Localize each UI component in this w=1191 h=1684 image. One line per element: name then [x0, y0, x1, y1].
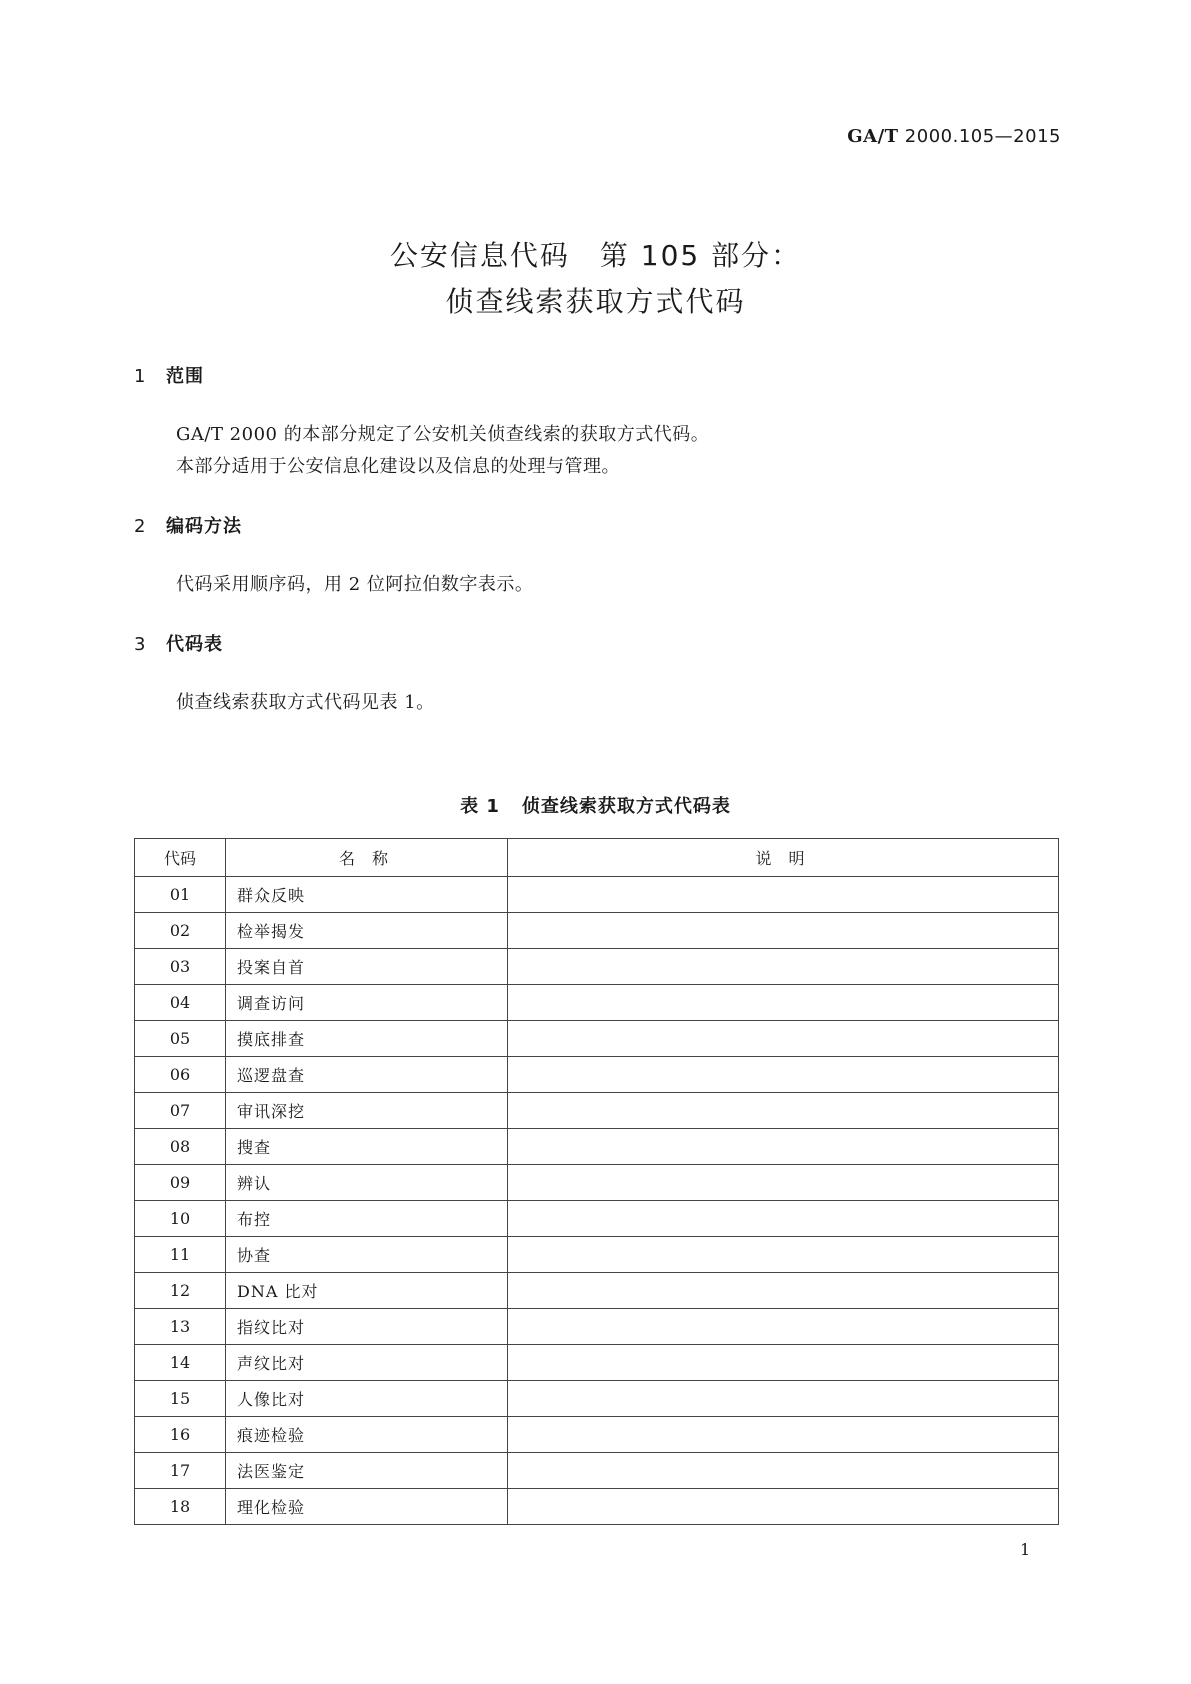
section-heading-coding-method	[134, 512, 242, 538]
table-caption-title: 侦查线索获取方式代码表	[521, 796, 731, 817]
cell-code: 15	[135, 1381, 226, 1417]
cell-description	[508, 1057, 1059, 1093]
cell-code: 18	[135, 1489, 226, 1525]
cell-name: 声纹比对	[226, 1345, 508, 1381]
document-title-line1: 公安信息代码 第 105 部分：	[389, 239, 802, 272]
cell-description	[508, 1309, 1059, 1345]
cell-description	[508, 1165, 1059, 1201]
cell-code: 01	[135, 877, 226, 913]
table-row	[135, 1453, 1059, 1489]
standard-number	[847, 126, 1061, 147]
cell-description	[508, 1489, 1059, 1525]
cell-description	[508, 1201, 1059, 1237]
cell-code: 12	[135, 1273, 226, 1309]
table-row	[135, 1345, 1059, 1381]
cell-code: 08	[135, 1129, 226, 1165]
cell-description	[508, 1381, 1059, 1417]
section-number: 1	[134, 366, 147, 387]
cell-name: 协查	[226, 1237, 508, 1273]
cell-name: 审讯深挖	[226, 1093, 508, 1129]
table-row	[135, 1057, 1059, 1093]
cell-name: 调查访问	[226, 985, 508, 1021]
cell-description	[508, 1273, 1059, 1309]
cell-code: 06	[135, 1057, 226, 1093]
table-header-row	[135, 839, 1059, 877]
paragraph: GA/T 2000 的本部分规定了公安机关侦查线索的获取方式代码。	[176, 424, 710, 445]
table-row	[135, 1309, 1059, 1345]
cell-description	[508, 1453, 1059, 1489]
cell-code: 03	[135, 949, 226, 985]
cell-code: 07	[135, 1093, 226, 1129]
cell-name: 布控	[226, 1201, 508, 1237]
cell-name: 投案自首	[226, 949, 508, 985]
cell-description	[508, 877, 1059, 913]
cell-name: 搜查	[226, 1129, 508, 1165]
section-title: 范围	[166, 366, 204, 387]
table-row	[135, 1201, 1059, 1237]
table-row	[135, 985, 1059, 1021]
cell-name: 群众反映	[226, 877, 508, 913]
cell-name: 巡逻盘查	[226, 1057, 508, 1093]
table-row	[135, 913, 1059, 949]
table-row	[135, 1489, 1059, 1525]
cell-description	[508, 985, 1059, 1021]
table-row	[135, 1237, 1059, 1273]
cell-description	[508, 913, 1059, 949]
cell-code: 17	[135, 1453, 226, 1489]
paragraph: 代码采用顺序码，用 2 位阿拉伯数字表示。	[176, 574, 534, 595]
cell-name: 法医鉴定	[226, 1453, 508, 1489]
cell-name: 摸底排查	[226, 1021, 508, 1057]
standard-prefix: GA/T	[847, 126, 899, 147]
cell-description	[508, 1345, 1059, 1381]
column-header-description: 说 明	[508, 839, 1059, 877]
table-row	[135, 1273, 1059, 1309]
table-row	[135, 1129, 1059, 1165]
standard-code: 2000.105—2015	[904, 126, 1061, 147]
cell-code: 09	[135, 1165, 226, 1201]
table-row	[135, 1381, 1059, 1417]
column-header-name: 名 称	[226, 839, 508, 877]
cell-description	[508, 1129, 1059, 1165]
section-title: 编码方法	[166, 516, 242, 537]
section-number: 3	[134, 634, 147, 655]
cell-description	[508, 1237, 1059, 1273]
table-row	[135, 949, 1059, 985]
cell-code: 02	[135, 913, 226, 949]
section-heading-scope	[134, 362, 204, 388]
cell-code: 13	[135, 1309, 226, 1345]
cell-name: 人像比对	[226, 1381, 508, 1417]
cell-code: 10	[135, 1201, 226, 1237]
cell-description	[508, 1021, 1059, 1057]
table-row	[135, 1093, 1059, 1129]
cell-code: 16	[135, 1417, 226, 1453]
page-number: 1	[1020, 1540, 1031, 1559]
cell-code: 04	[135, 985, 226, 1021]
cell-name: DNA 比对	[226, 1273, 508, 1309]
cell-name: 痕迹检验	[226, 1417, 508, 1453]
code-table	[134, 838, 1059, 1525]
cell-description	[508, 1093, 1059, 1129]
table-row	[135, 1417, 1059, 1453]
cell-code: 05	[135, 1021, 226, 1057]
document-title-line2: 侦查线索获取方式代码	[445, 285, 746, 318]
cell-code: 14	[135, 1345, 226, 1381]
section-number: 2	[134, 516, 147, 537]
cell-name: 辨认	[226, 1165, 508, 1201]
section-heading-code-table	[134, 630, 223, 656]
section-title: 代码表	[166, 634, 223, 655]
paragraph: 本部分适用于公安信息化建设以及信息的处理与管理。	[176, 456, 620, 477]
table-caption	[0, 792, 1191, 818]
paragraph: 侦查线索获取方式代码见表 1。	[176, 692, 435, 713]
table-caption-label: 表 1	[460, 796, 500, 817]
cell-name: 理化检验	[226, 1489, 508, 1525]
cell-name: 检举揭发	[226, 913, 508, 949]
table-row	[135, 1021, 1059, 1057]
cell-description	[508, 949, 1059, 985]
cell-code: 11	[135, 1237, 226, 1273]
cell-name: 指纹比对	[226, 1309, 508, 1345]
cell-description	[508, 1417, 1059, 1453]
table-row	[135, 877, 1059, 913]
table-row	[135, 1165, 1059, 1201]
column-header-code: 代码	[135, 839, 226, 877]
